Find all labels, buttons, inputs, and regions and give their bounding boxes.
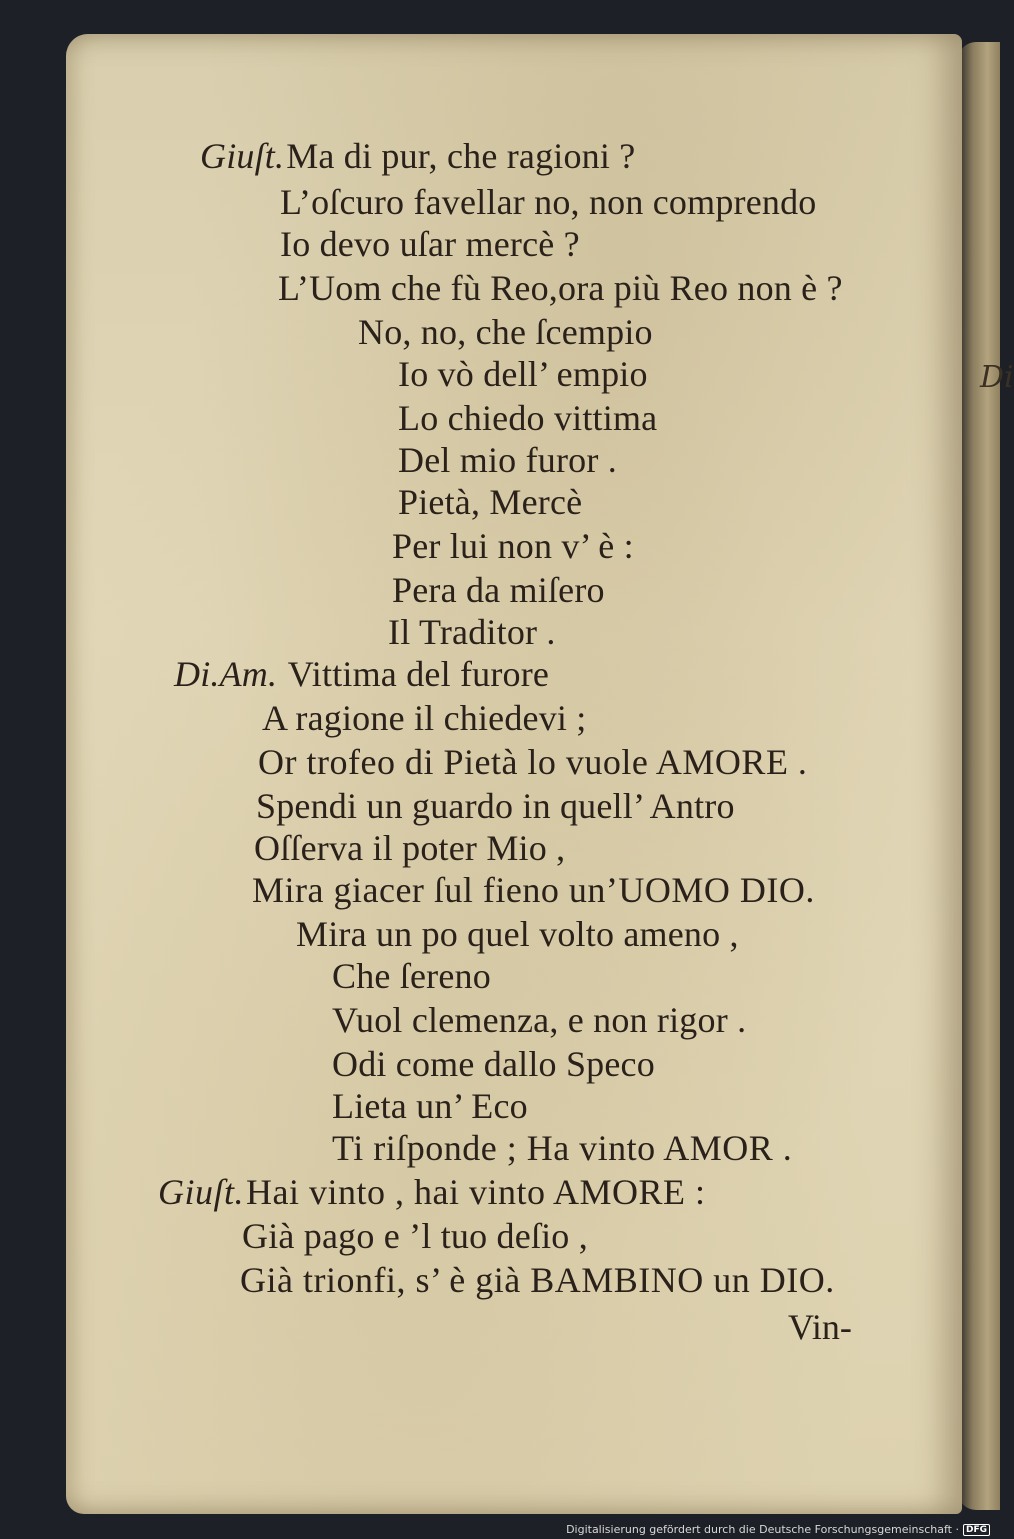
verse-text: Vittima del furore xyxy=(287,654,550,694)
verse-line xyxy=(296,916,739,952)
verse-line xyxy=(280,226,580,262)
verse-line xyxy=(332,1088,528,1124)
credit-text: Digitalisierung gefördert durch die Deutsche Forschungsgemeinschaft · xyxy=(566,1523,959,1536)
verse-text: Pietà, Mercè xyxy=(398,482,583,522)
verse-line xyxy=(252,872,815,908)
verse-text: Io vò dell’ empio xyxy=(398,354,648,394)
verse-line xyxy=(242,1218,588,1254)
dfg-logo: DFG xyxy=(963,1524,990,1536)
verse-text: Mira giacer ſul fieno un’UOMO DIO. xyxy=(252,870,815,910)
verse-line xyxy=(332,1046,655,1082)
verse-text: A ragione il chiedevi ; xyxy=(262,698,587,738)
verse-line xyxy=(254,830,565,866)
verse-line xyxy=(240,1262,835,1298)
verse-text: Ma di pur, che ragioni ? xyxy=(286,136,636,176)
verse-line xyxy=(388,614,556,650)
verse-text: Che ſereno xyxy=(332,956,491,996)
verse-line xyxy=(398,442,617,478)
verse-text: Odi come dallo Speco xyxy=(332,1044,655,1084)
verse-text: L’Uom che fù Reo,ora più Reo non è ? xyxy=(278,268,843,308)
verse-text: Già trionfi, s’ è già BAMBINO un DIO. xyxy=(240,1260,835,1300)
verse-line xyxy=(398,400,657,436)
verse-line xyxy=(332,1130,792,1166)
verse-line xyxy=(262,700,587,736)
verse-line xyxy=(398,484,582,520)
verse-text: Hai vinto , hai vinto AMORE : xyxy=(246,1172,706,1212)
speaker-label: Giuſt. xyxy=(200,136,285,176)
verse-line xyxy=(398,356,648,392)
verse-text: L’oſcuro favellar no, non comprendo xyxy=(280,182,817,222)
verse-line xyxy=(392,572,605,608)
verse-line xyxy=(278,270,843,306)
verse-line xyxy=(332,1002,746,1038)
verse-text: Già pago e ’l tuo deſio , xyxy=(242,1216,588,1256)
verse-text: No, no, che ſcempio xyxy=(358,312,653,352)
verse-text: Per lui non v’ è : xyxy=(392,526,634,566)
book-page xyxy=(66,34,962,1514)
verse-line xyxy=(200,138,635,174)
verse-text: Oſſerva il poter Mio , xyxy=(254,828,566,868)
verse-text: Lo chiedo vittima xyxy=(398,398,658,438)
verse-line xyxy=(358,314,653,350)
verse-text: Or trofeo di Pietà lo vuole AMORE . xyxy=(258,742,808,782)
verse-line xyxy=(256,788,735,824)
verse-text: Del mio furor . xyxy=(398,440,617,480)
verse-text: Vuol clemenza, e non rigor . xyxy=(332,1000,747,1040)
verse-text: Mira un po quel volto ameno , xyxy=(296,914,739,954)
facing-page-fragment: Di xyxy=(980,360,1014,395)
verse-line xyxy=(158,1174,706,1210)
verse-text: Il Traditor . xyxy=(388,612,556,652)
verse-text: Ti riſponde ; Ha vinto AMOR . xyxy=(332,1128,793,1168)
verse-text: Pera da miſero xyxy=(392,570,605,610)
verse-line xyxy=(392,528,634,564)
digitization-credit xyxy=(566,1523,990,1536)
verse-text: Lieta un’ Eco xyxy=(332,1086,528,1126)
verse-line xyxy=(174,656,549,692)
facing-page-edge xyxy=(958,42,1014,1510)
speaker-label: Giuſt. xyxy=(158,1172,245,1212)
verse-line xyxy=(258,744,807,780)
verse-text: Io devo uſar mercè ? xyxy=(280,224,580,264)
verse-line xyxy=(332,958,491,994)
speaker-label: Di.Am. xyxy=(174,654,278,694)
verse-line xyxy=(280,184,817,220)
catchword: Vin- xyxy=(788,1307,852,1347)
verse-text: Spendi un guardo in quell’ Antro xyxy=(256,786,735,826)
